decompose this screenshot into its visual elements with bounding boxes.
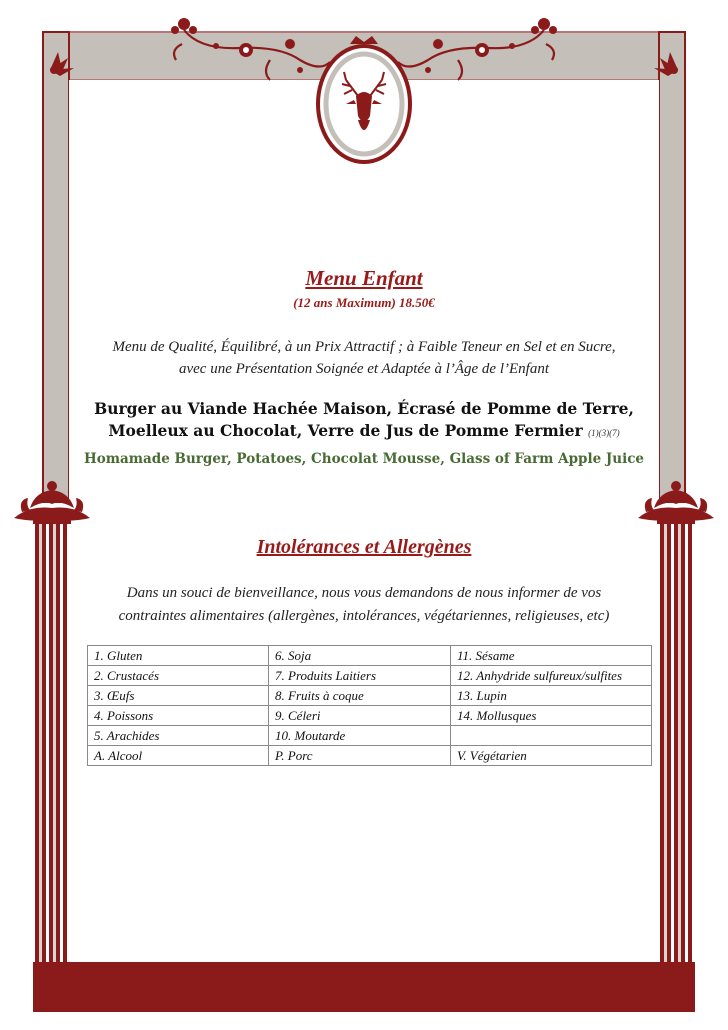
table-cell: 7. Produits Laitiers: [269, 666, 451, 686]
table-cell: 5. Arachides: [88, 726, 269, 746]
table-row: [88, 686, 652, 706]
dish-line-text: Moelleux au Chocolat, Verre de Jus de Pomme Fermier: [108, 421, 583, 440]
table-cell: V. Végétarien: [451, 746, 652, 766]
dish-line: Burger au Viande Hachée Maison, Écrasé de Pomme de Terre,: [94, 399, 634, 418]
intro-line: avec une Présentation Soignée et Adaptée à l’Âge de l’Enfant: [178, 361, 550, 377]
table-cell: 9. Céleri: [269, 706, 451, 726]
table-cell: 13. Lupin: [451, 686, 652, 706]
table-cell: 1. Gluten: [88, 646, 269, 666]
table-cell: 3. Œufs: [88, 686, 269, 706]
table-row: [88, 706, 652, 726]
table-row: [88, 646, 652, 666]
table-cell: P. Porc: [269, 746, 451, 766]
table-row: [88, 746, 652, 766]
allergens-notice: [80, 582, 648, 628]
table-row: [88, 726, 652, 746]
dish-allergen-codes: (1)(3)(7): [588, 428, 620, 438]
menu-title: Menu Enfant: [305, 266, 423, 290]
menu-subtitle-price: (12 ans Maximum) 18.50€: [293, 295, 435, 310]
table-cell: [451, 726, 652, 746]
menu-intro: [60, 336, 668, 380]
allergens-table: [87, 645, 652, 766]
table-cell: 4. Poissons: [88, 706, 269, 726]
notice-line: contraintes alimentaires (allergènes, intolérances, végétariennes, religieuses, etc): [118, 608, 610, 624]
table-cell: 12. Anhydride sulfureux/sulfites: [451, 666, 652, 686]
table-cell: 11. Sésame: [451, 646, 652, 666]
allergens-section-title: Intolérances et Allergènes: [256, 536, 472, 558]
notice-line: Dans un souci de bienveillance, nous vous demandons de nous informer de vos: [126, 585, 602, 601]
intro-line: Menu de Qualité, Équilibré, à un Prix Attractif ; à Faible Teneur en Sel et en Sucre,: [112, 339, 616, 355]
table-cell: 2. Crustacés: [88, 666, 269, 686]
table-row: [88, 666, 652, 686]
table-cell: 6. Soja: [269, 646, 451, 666]
dish-description: [60, 398, 668, 444]
table-cell: 8. Fruits à coque: [269, 686, 451, 706]
dish-line: [60, 420, 668, 444]
table-cell: 14. Mollusques: [451, 706, 652, 726]
table-cell: A. Alcool: [88, 746, 269, 766]
dish-english-translation: Homamade Burger, Potatoes, Chocolat Mousse, Glass of Farm Apple Juice: [83, 451, 645, 467]
table-cell: 10. Moutarde: [269, 726, 451, 746]
